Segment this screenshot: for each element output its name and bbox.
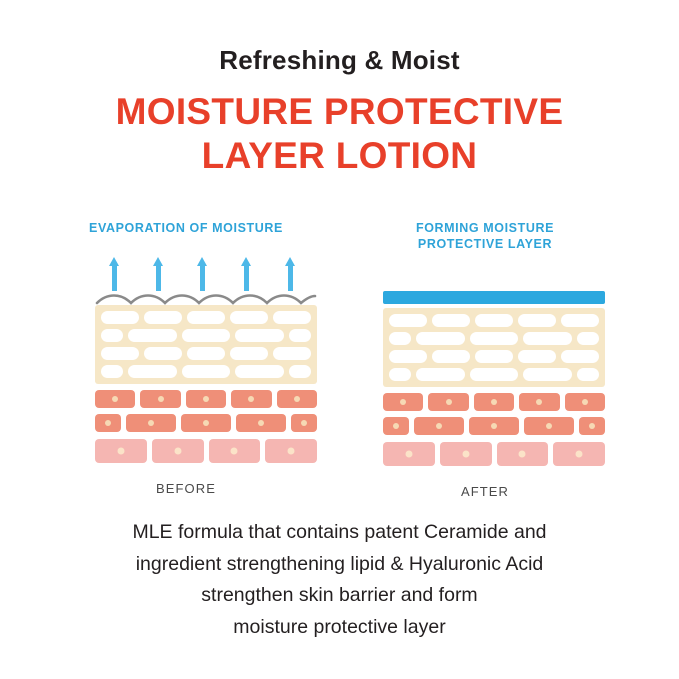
dermis-upper-row	[383, 393, 605, 411]
after-panel	[355, 221, 615, 499]
epidermis-cell	[230, 347, 268, 360]
epidermis-layer	[95, 305, 317, 384]
after-skin-illustration	[383, 255, 605, 466]
before-panel	[56, 221, 316, 496]
description-line-2: ingredient strengthening lipid & Hyaluronic Acid	[135, 552, 544, 575]
dermis-cell	[186, 390, 226, 408]
epidermis-cell	[187, 311, 225, 324]
cell-nucleus	[203, 420, 209, 426]
cell-nucleus	[400, 399, 406, 405]
epidermis-cell	[577, 332, 599, 345]
epidermis-cell	[101, 347, 139, 360]
evaporation-arrow-icon	[109, 257, 120, 291]
dermis-cell	[231, 390, 271, 408]
epidermis-cell	[235, 329, 284, 342]
before-skin-illustration	[95, 255, 317, 463]
epidermis-cell	[273, 311, 311, 324]
dermis-cell	[414, 417, 464, 435]
after-caption-line-1: FORMING MOISTURE	[415, 221, 555, 236]
cell-nucleus	[117, 448, 124, 455]
cell-nucleus	[105, 420, 111, 426]
before-caption: EVAPORATION OF MOISTURE	[89, 221, 283, 236]
description-text	[0, 517, 679, 643]
dermis-cell	[383, 417, 409, 435]
epidermis-cell-row	[389, 350, 599, 363]
epidermis-cell	[230, 311, 268, 324]
epidermis-cell	[389, 368, 411, 381]
dermis-cell	[140, 390, 180, 408]
dermis-cell	[428, 393, 468, 411]
epidermis-cell-row	[101, 365, 311, 378]
dermis-cell	[579, 417, 605, 435]
cell-nucleus	[294, 396, 300, 402]
skin-surface-wave	[95, 291, 317, 305]
dermis-cell	[236, 414, 286, 432]
cell-nucleus	[462, 451, 469, 458]
page-title	[0, 90, 679, 177]
epidermis-cell	[577, 368, 599, 381]
epidermis-cell	[182, 365, 231, 378]
epidermis-cell-row	[101, 347, 311, 360]
cell-nucleus	[112, 396, 118, 402]
dermis-cell	[383, 442, 435, 466]
dermis-cell	[440, 442, 492, 466]
epidermis-cell	[561, 350, 599, 363]
dermis-cell	[291, 414, 317, 432]
cell-nucleus	[158, 396, 164, 402]
dermis-cell	[152, 439, 204, 463]
moisture-protective-layer	[383, 291, 605, 304]
after-caption-line-2: PROTECTIVE LAYER	[417, 236, 553, 251]
epidermis-cell	[432, 314, 470, 327]
epidermis-cell	[470, 368, 519, 381]
epidermis-cell-row	[389, 314, 599, 327]
dermis-upper-row	[95, 414, 317, 432]
eyebrow-text: Refreshing & Moist	[219, 45, 460, 75]
epidermis-cell-row	[389, 368, 599, 381]
dermis-cell	[497, 442, 549, 466]
cell-nucleus	[258, 420, 264, 426]
dermis-cell	[519, 393, 559, 411]
epidermis-cell	[289, 365, 311, 378]
cell-nucleus	[248, 396, 254, 402]
epidermis-cell	[475, 314, 513, 327]
before-label: BEFORE	[155, 481, 217, 497]
cell-nucleus	[301, 420, 307, 426]
description-line-1: MLE formula that contains patent Ceramide and	[132, 521, 547, 544]
epidermis-cell	[144, 311, 182, 324]
epidermis-cell	[144, 347, 182, 360]
epidermis-cell	[273, 347, 311, 360]
epidermis-cell	[561, 314, 599, 327]
dermis-lower-row	[383, 442, 605, 466]
dermis-cell	[126, 414, 176, 432]
dermis-cell	[265, 439, 317, 463]
epidermis-cell-row	[101, 329, 311, 342]
dermis-cell	[95, 414, 121, 432]
epidermis-cell	[182, 329, 231, 342]
epidermis-cell	[523, 368, 572, 381]
dermis-lower-row	[95, 439, 317, 463]
cell-nucleus	[519, 451, 526, 458]
cell-nucleus	[589, 423, 595, 429]
dermis-cell	[565, 393, 605, 411]
after-caption	[355, 221, 615, 255]
dermis-upper-row	[383, 417, 605, 435]
epidermis-cell	[518, 314, 556, 327]
cell-nucleus	[288, 448, 295, 455]
skin-diagram	[0, 221, 679, 500]
cell-nucleus	[393, 423, 399, 429]
epidermis-cell	[389, 314, 427, 327]
epidermis-cell	[416, 332, 465, 345]
epidermis-cell	[416, 368, 465, 381]
evaporation-arrows	[95, 255, 317, 291]
cell-nucleus	[491, 423, 497, 429]
title-line-1: MOISTURE PROTECTIVE	[115, 90, 564, 132]
dermis-cell	[95, 390, 135, 408]
after-label: AFTER	[460, 484, 510, 500]
cell-nucleus	[446, 399, 452, 405]
dermis-cell	[474, 393, 514, 411]
cell-nucleus	[582, 399, 588, 405]
epidermis-cell	[128, 365, 177, 378]
cell-nucleus	[405, 451, 412, 458]
title-line-2: LAYER LOTION	[201, 134, 478, 176]
evaporation-arrow-icon	[153, 257, 164, 291]
dermis-cell	[209, 439, 261, 463]
epidermis-cell	[470, 332, 519, 345]
evaporation-arrow-icon	[285, 257, 296, 291]
description-line-3: strengthen skin barrier and form	[201, 584, 478, 607]
cell-nucleus	[536, 399, 542, 405]
after-top-spacer	[383, 255, 605, 291]
epidermis-cell	[518, 350, 556, 363]
epidermis-cell	[101, 329, 123, 342]
dermis-cell	[277, 390, 317, 408]
epidermis-cell	[389, 332, 411, 345]
epidermis-layer	[383, 308, 605, 387]
epidermis-cell	[128, 329, 177, 342]
cell-nucleus	[203, 396, 209, 402]
epidermis-cell-row	[101, 311, 311, 324]
epidermis-cell	[523, 332, 572, 345]
cell-nucleus	[546, 423, 552, 429]
dermis-cell	[383, 393, 423, 411]
epidermis-cell	[432, 350, 470, 363]
epidermis-cell	[289, 329, 311, 342]
cell-nucleus	[491, 399, 497, 405]
evaporation-arrow-icon	[197, 257, 208, 291]
cell-nucleus	[576, 451, 583, 458]
dermis-cell	[181, 414, 231, 432]
dermis-cell	[553, 442, 605, 466]
cell-nucleus	[436, 423, 442, 429]
cell-nucleus	[148, 420, 154, 426]
dermis-cell	[95, 439, 147, 463]
epidermis-cell-row	[389, 332, 599, 345]
dermis-cell	[469, 417, 519, 435]
cell-nucleus	[231, 448, 238, 455]
dermis-cell	[524, 417, 574, 435]
epidermis-cell	[389, 350, 427, 363]
epidermis-cell	[101, 365, 123, 378]
dermis-upper-row	[95, 390, 317, 408]
heading-block	[0, 0, 679, 177]
epidermis-cell	[235, 365, 284, 378]
evaporation-arrow-icon	[241, 257, 252, 291]
epidermis-cell	[187, 347, 225, 360]
epidermis-cell	[475, 350, 513, 363]
epidermis-cell	[101, 311, 139, 324]
cell-nucleus	[174, 448, 181, 455]
description-line-4: moisture protective layer	[233, 615, 446, 638]
